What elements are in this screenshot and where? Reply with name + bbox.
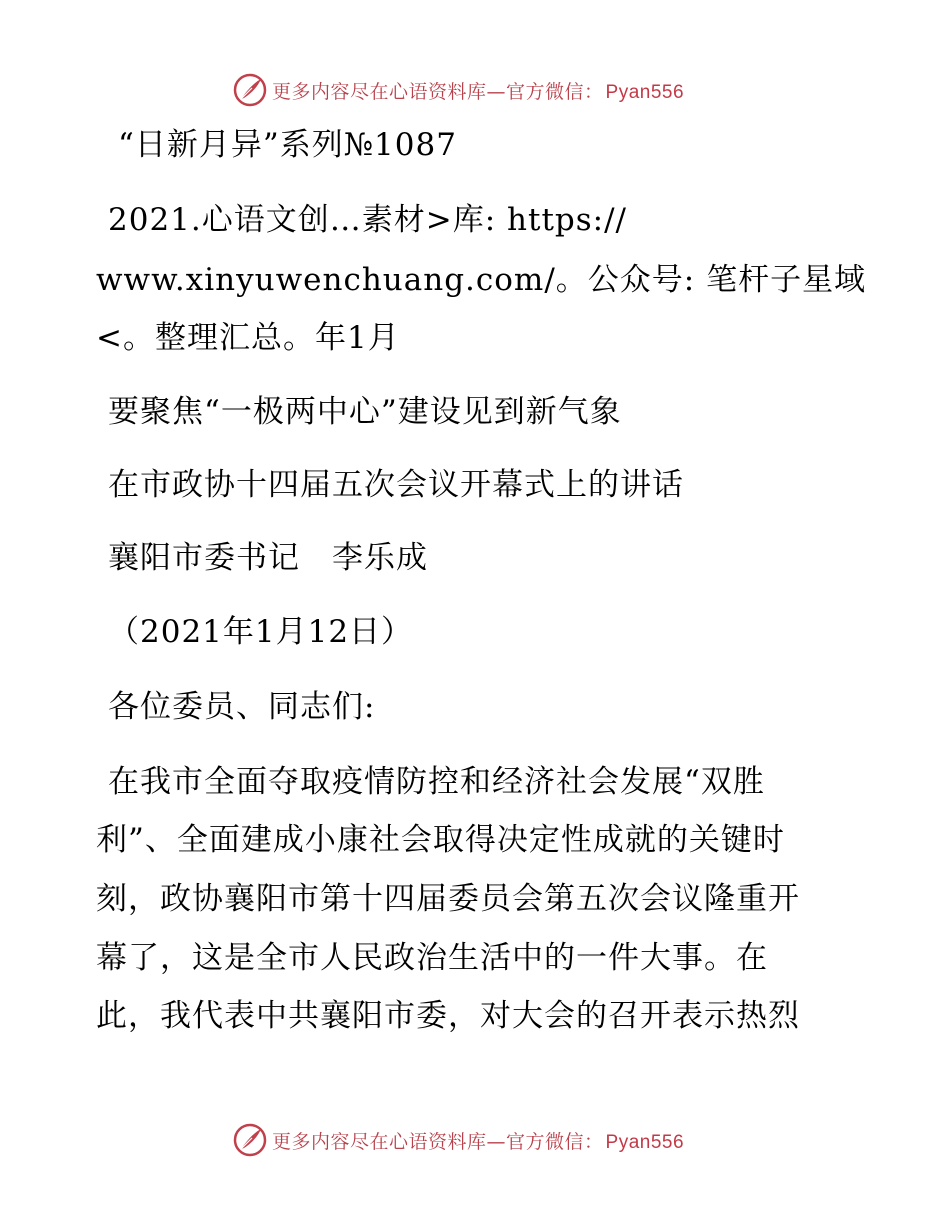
document-date: （2021年1月12日） <box>108 614 414 650</box>
source-line-3: <。整理汇总。年1月 <box>96 320 400 356</box>
source-line-2: www.xinyuwenchuang.com/。公众号: 笔杆子星域 <box>96 262 867 298</box>
watermark-text: 更多内容尽在心语资料库—官方微信： Pyan556 <box>272 1130 685 1153</box>
body-line-3: 刻，政协襄阳市第十四届委员会第五次会议隆重开 <box>96 881 800 917</box>
body-line-5: 此，我代表中共襄阳市委，对大会的召开表示热烈 <box>96 998 800 1034</box>
document-title: 要聚焦“一极两中心”建设见到新气象 <box>108 394 622 430</box>
watermark-text: 更多内容尽在心语资料库—官方微信： Pyan556 <box>272 80 685 103</box>
body-line-1: 在我市全面夺取疫情防控和经济社会发展“双胜 <box>108 764 765 800</box>
feather-pen-logo-icon <box>232 1122 268 1158</box>
watermark-wechat-id: Pyan556 <box>605 81 685 103</box>
document-author: 襄阳市委书记 李乐成 <box>108 540 428 576</box>
body-line-4: 幕了，这是全市人民政治生活中的一件大事。在 <box>96 940 768 976</box>
salutation: 各位委员、同志们: <box>108 689 376 725</box>
body-line-2: 利”、全面建成小康社会取得决定性成就的关键时 <box>96 822 785 858</box>
feather-pen-logo-icon <box>232 72 268 108</box>
source-line-1: 2021.心语文创…素材>库: https:// <box>108 202 627 238</box>
document-subtitle: 在市政协十四届五次会议开幕式上的讲话 <box>108 467 684 503</box>
footer-watermark <box>232 1120 684 1160</box>
header-watermark <box>232 70 684 110</box>
watermark-wechat-id: Pyan556 <box>605 1131 685 1153</box>
series-line: “日新月异”系列№1087 <box>118 127 457 163</box>
